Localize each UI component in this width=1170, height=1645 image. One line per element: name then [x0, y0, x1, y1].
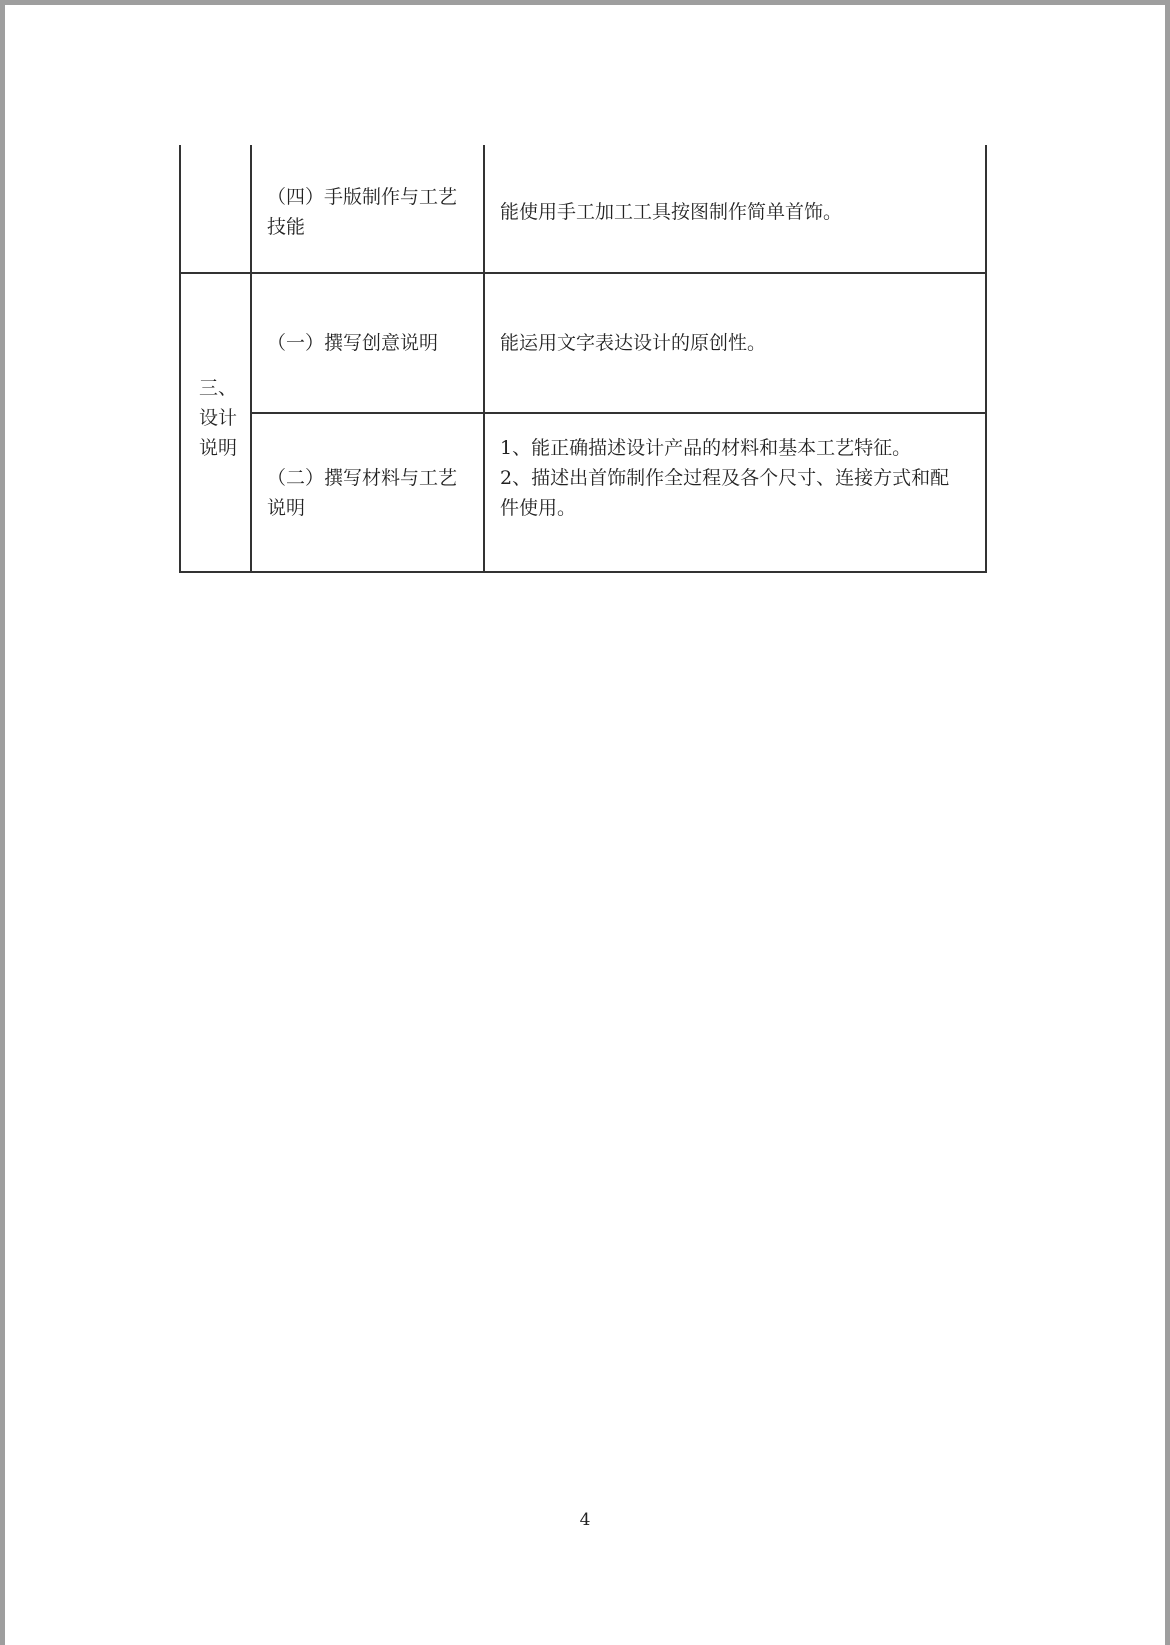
requirements-table	[179, 145, 987, 573]
document-page	[5, 5, 1165, 1645]
page-number: 4	[579, 1510, 591, 1530]
table-cell-requirement	[500, 197, 980, 227]
cell-line: 技能	[267, 216, 306, 238]
cell-line: （二）撰写材料与工艺	[267, 467, 458, 489]
cell-line: （四）手版制作与工艺	[267, 186, 458, 208]
cell-line: （一）撰写创意说明	[267, 332, 439, 354]
table-cell-item	[267, 463, 477, 523]
cell-line: 能运用文字表达设计的原创性。	[500, 332, 767, 354]
table-divider-item	[483, 145, 485, 573]
table-row-divider	[179, 272, 987, 274]
table-border-left	[179, 145, 181, 573]
cell-line: 1、能正确描述设计产品的材料和基本工艺特征。	[500, 437, 912, 459]
cell-line: 三、	[199, 377, 238, 399]
cell-line: 说明	[267, 497, 306, 519]
table-cell-item	[267, 182, 477, 242]
cell-line: 2、描述出首饰制作全过程及各个尺寸、连接方式和配	[500, 467, 950, 489]
cell-line: 件使用。	[500, 497, 577, 519]
table-cell-item	[267, 328, 477, 358]
table-cell-requirement	[500, 433, 980, 523]
cell-line: 能使用手工加工工具按图制作简单首饰。	[500, 201, 843, 223]
table-row-divider	[250, 412, 987, 414]
table-cell-requirement	[500, 328, 980, 358]
cell-line: 设计	[199, 407, 238, 429]
table-border-right	[985, 145, 987, 573]
table-cell-category	[199, 373, 249, 463]
table-border-bottom	[179, 571, 987, 573]
cell-line: 说明	[199, 437, 238, 459]
table-divider-category	[250, 145, 252, 573]
